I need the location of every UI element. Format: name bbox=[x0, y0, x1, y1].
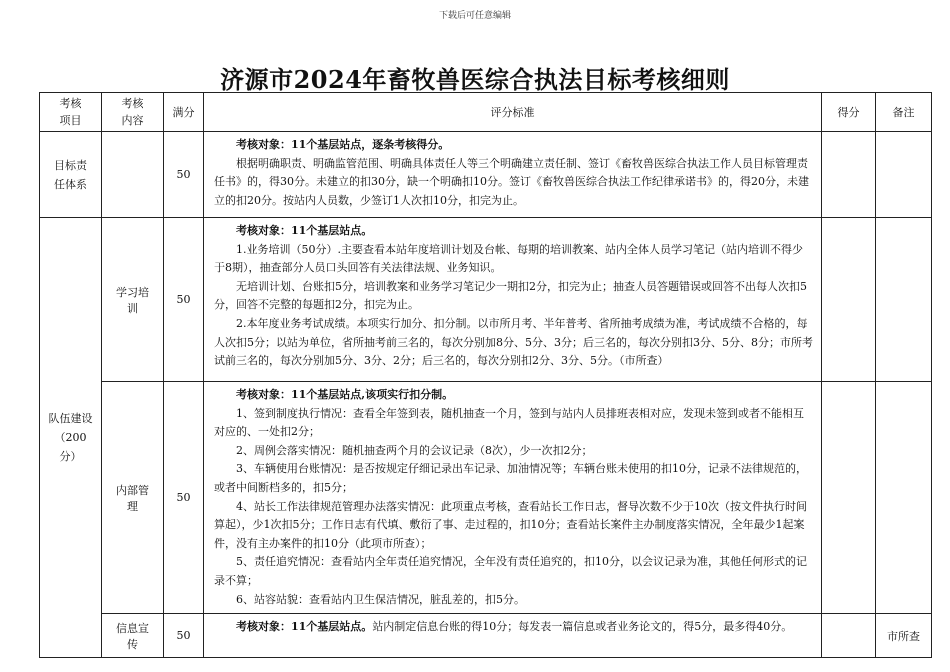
criteria-line: 2、周例会落实情况：随机抽查两个月的会议记录（8次），少一次扣2分； bbox=[236, 443, 593, 457]
header-remark: 备注 bbox=[876, 93, 932, 132]
criteria-lead: 考核对象：11个基层站点。 bbox=[236, 224, 373, 237]
content-info-publicity: 信息宣 传 bbox=[102, 614, 164, 658]
content-internal-management: 内部管 理 bbox=[102, 382, 164, 614]
content-cell bbox=[102, 132, 164, 218]
criteria-line: 2.本年度业务考试成绩。本项实行加分、扣分制。以市所月考、半年普考、省所抽考成绩为准，考试成绩不合格的，每人次扣5分；以站为单位，省所抽考前三名的，每次分别加8分、5分、3分；后三名的，每次分别扣3分、5分、8分；市所考试前三名的，每次分别加5分、3分、2分；后三名的，每次分别扣2分、3分、5分。（市所查） bbox=[214, 316, 813, 368]
criteria-cell bbox=[204, 382, 822, 614]
criteria-line: 6、站容站貌：查看站内卫生保洁情况，脏乱差的，扣5分。 bbox=[236, 592, 525, 606]
table-row bbox=[40, 218, 932, 382]
item-team-building: 队伍建设 （200 分） bbox=[40, 218, 102, 658]
header-row bbox=[40, 93, 932, 132]
criteria-line: 根据明确职责、明确监管范围、明确具体责任人等三个明确建立责任制、签订《畜牧兽医综合执法工作人员目标管理责任书》的，得30分。未建立的扣30分，缺一个明确扣10分。签订《畜牧兽医综合执法工作纪律承诺书》的，得20分，未建立的扣20分。按站内人员数，少签订1人次扣10分，扣完为止。 bbox=[214, 156, 809, 207]
criteria-cell bbox=[204, 132, 822, 218]
criteria-line: 4、站长工作法律规范管理办法落实情况：此项重点考核，查看站长工作日志，督导次数不少于10次（按文件执行时间算起），少1次扣5分；工作日志有代填、敷衍了事、走过程的，扣10分；查看站长案件主办制度落实情况，全年最少1起案件，没有主办案件的扣10分（此项市所查）； bbox=[214, 499, 807, 550]
score-cell bbox=[822, 614, 876, 658]
header-content: 考核 内容 bbox=[102, 93, 164, 132]
criteria-lead: 考核对象：11个基层站点,该项实行扣分制。 bbox=[236, 388, 454, 401]
full-score-cell: 50 bbox=[164, 218, 204, 382]
remark-cell: 市所查 bbox=[876, 614, 932, 658]
table-row bbox=[40, 614, 932, 658]
content-study-training: 学习培 训 bbox=[102, 218, 164, 382]
criteria-line: 5、责任追究情况：查看站内全年责任追究情况，全年没有责任追究的，扣10分，以会议记录为准，其他任何形式的记录不算； bbox=[214, 555, 807, 587]
criteria-line: 无培训计划、台账扣5分，培训教案和业务学习笔记少一期扣2分，扣完为止；抽查人员答题错误或回答不出每人次扣5分，回答不完整的每题扣2分，扣完为止。 bbox=[214, 279, 807, 312]
full-score-cell: 50 bbox=[164, 614, 204, 658]
remark-cell bbox=[876, 218, 932, 382]
criteria-cell bbox=[204, 614, 822, 658]
header-score: 得分 bbox=[822, 93, 876, 132]
header-item: 考核 项目 bbox=[40, 93, 102, 132]
criteria-line: 3、车辆使用台账情况：是否按规定仔细记录出车记录、加油情况等；车辆台账未使用的扣10分，记录不法律规范的，或者中间断档多的，扣5分； bbox=[214, 462, 807, 494]
item-target-responsibility: 目标责 任体系 bbox=[40, 132, 102, 218]
table-row bbox=[40, 382, 932, 614]
criteria-lead: 考核对象：11个基层站点。 bbox=[236, 620, 373, 634]
full-score-cell: 50 bbox=[164, 132, 204, 218]
full-score-cell: 50 bbox=[164, 382, 204, 614]
score-cell bbox=[822, 382, 876, 614]
criteria-text: 站内制定信息台账的得10分；每发表一篇信息或者业务论文的，得5分，最多得40分。 bbox=[372, 620, 793, 634]
criteria-lead: 考核对象：11个基层站点，逐条考核得分。 bbox=[236, 138, 450, 151]
criteria-line: 1、签到制度执行情况：查看全年签到表，随机抽查一个月，签到与站内人员排班表相对应，发现未签到或者不能相互对应的、一处扣2分； bbox=[214, 406, 804, 439]
score-cell bbox=[822, 218, 876, 382]
remark-cell bbox=[876, 132, 932, 218]
score-cell bbox=[822, 132, 876, 218]
criteria-line bbox=[214, 618, 813, 637]
page-title: 济源市2024年畜牧兽医综合执法目标考核细则 bbox=[220, 65, 730, 94]
criteria-line: 1.业务培训（50分）.主要查看本站年度培训计划及台帐、每期的培训教案、站内全体人员学习笔记（站内培训不得少于8期），抽查部分人员口头回答有关法律法规、业务知识。 bbox=[214, 242, 803, 275]
edit-note: 下载后可任意编辑 bbox=[438, 11, 511, 21]
criteria-cell bbox=[204, 218, 822, 382]
header-full-score: 满分 bbox=[164, 93, 204, 132]
header-criteria: 评分标准 bbox=[204, 93, 822, 132]
table-row bbox=[40, 132, 932, 218]
remark-cell bbox=[876, 382, 932, 614]
assessment-table bbox=[39, 92, 932, 658]
